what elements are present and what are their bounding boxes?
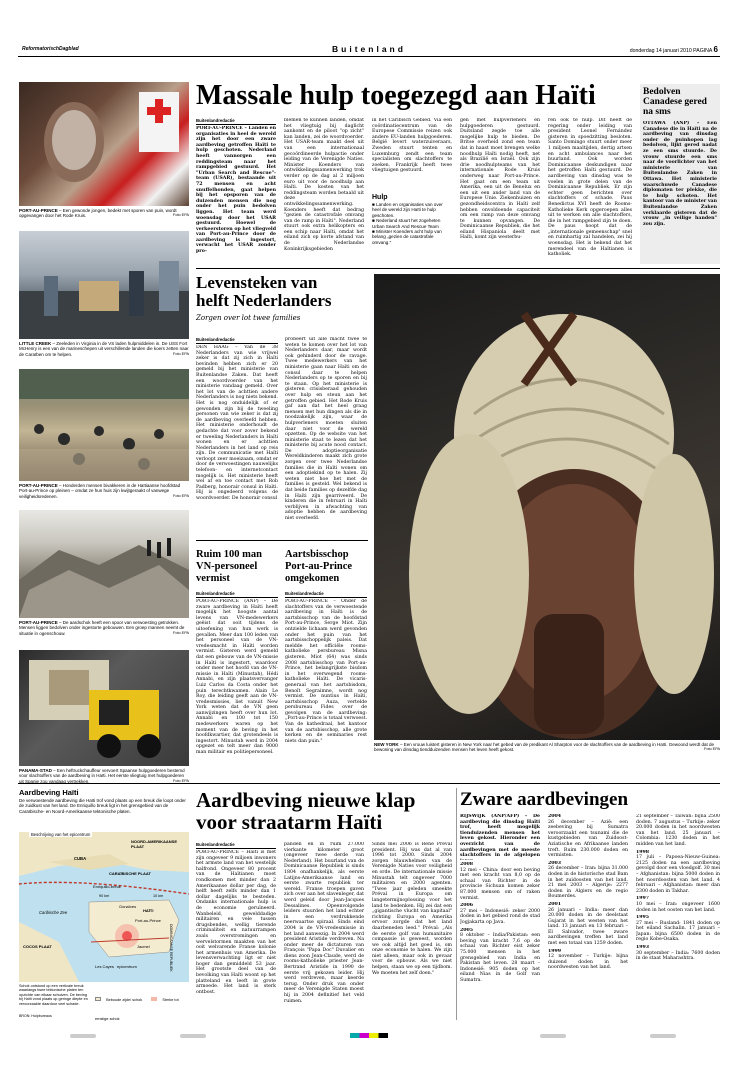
print-registration-mark <box>70 1034 96 1038</box>
photo-illustration <box>19 650 189 766</box>
photo-illustration <box>19 369 189 481</box>
map-title: Aardbeving Haïti <box>19 788 79 797</box>
map-label: COCOS PLAAT <box>23 944 52 949</box>
map-note: Schok ontstond op een verticale breuk waarlangs twee tektonische platen ten opzichte van elkaar schuiven. De beving bij Haïti vond plaats op geringe diepte en veroorzaakte daardoor veel schade. <box>19 984 88 1006</box>
sidebar-canadese <box>640 84 720 264</box>
section-divider <box>18 783 720 784</box>
photo-credit: Foto EPA <box>173 351 189 356</box>
zware-entry: 2003 26 december – Iran: bijna 31.000 doden in de historische stad Bam in het zuidoosten van het land. 21 mei 2003 – Algerije: 2277 doden in Algiers en de regio Boumerdes. <box>548 860 628 900</box>
map-box <box>19 788 189 1020</box>
map-description: De verwoestende aardbeving die Haïti trof vond plaats op een breuk die loopt onder de zuidkust van het land. De Enriquillo breuk ligt in het grensgebied van de Caraïbische- en Noord-Amerikaanse tektonische platen. <box>19 798 186 814</box>
map-label: DOMINICAANSE REPUBLIEK <box>169 924 173 972</box>
zware-entry: 1995 27 mei – Rusland: 1841 doden op het eiland Sachalin. 17 januari – Japan: bijna 6500 doden in de regio Kobe-Osaka. <box>636 915 720 943</box>
map-label: Les Cayes <box>95 964 114 969</box>
sidebar-headline: Bedolven Canadese gered na sms <box>643 87 707 117</box>
vn-headline: Ruim 100 man <box>196 549 262 560</box>
photo-caption <box>374 742 720 753</box>
bottom-headline: Aardbeving nieuwe klap <box>196 788 416 812</box>
zware-entry: 2004 26 december – Azië: een zeebeving bij Sumatra veroorzaakt een tsunami die de kustgebieden van Zuidoost-Aziatische en Afrikaanse landen treft. Ruim 230.000 doden en vermisten. <box>548 814 628 859</box>
map-label: Enriquillo-breuk <box>93 884 121 889</box>
photo-navy-loading <box>19 231 189 339</box>
photo-credit: Foto EPA <box>704 747 720 752</box>
photo-credit: Foto EPA <box>173 778 189 783</box>
photo-camp-crowd <box>19 369 189 481</box>
map-label: Gonaïves <box>119 904 137 909</box>
print-registration-mark <box>180 1034 206 1038</box>
zware-entry: 2008 12 mei – China: door een beving met een kracht van 8,0 op de schaal van Richter in de provincie Sichuan komen zeker 87.000 mensen om of raken vermist. <box>460 862 540 901</box>
photo-illustration <box>19 231 189 339</box>
photo-illustration <box>19 510 189 618</box>
photo-credit: Foto EPA <box>173 630 189 635</box>
legend-label: Beboude zijde/ schok <box>106 998 143 1002</box>
section-divider <box>196 268 720 269</box>
map-label: NOORD-AMERIKAANSE PLAAT <box>131 839 177 849</box>
article-column: panden en in ruim 27.000 vierkante kilometer groot (ongeveer twee derde van Nederland). Het buurland van de Dominicaanse Republiek is sinds 1804 onafhankelijk, als eerste Latijns-Amerikaanse land en eerste zwarte republiek ter wereld. Franse troepen gaven zich over aan het slavenleger, dat werd geleid door Jean-Jacques Dessalines. Opeenvolgende leiders stuurden het land echter in een verdrukkende neerwaartse spiraal. Sinds eind 2004 is de VN-vredesmissie in het land aanwezig. In 2004 werd president Aristide verdreven. Na onder meer de dictaturen van François "Papa Doc" Duvalier en diens zoon Jean-Claude, werd de rooms-katholieke priester Jean-Bertrand Aristide in 1990 de eerste vrij gekozen leider. Hij werd verdreven, maar keerde terug. Onder druk van onder meer de Verenigde Staten moest hij in 2004 definitief het veld ruimen. <box>284 842 364 1004</box>
page-date <box>630 45 718 54</box>
zware-list-col1 <box>460 862 540 983</box>
caption-text: – Honderden mensen bivakkeren in de Haïtiaanse hoofdstad Port-au-Prince op pleinen – omdat ze hun huis zijn kwijtgeraakt of vanwege veiligheidsredenen. <box>19 483 181 499</box>
article-column: Sinds mei 2006 is René Préval president. Hij was dat al van 1996 tot 2000. Sinds 2004 zorgen blauwhelmen van de Verenigde Naties voor veiligheid en orde. De internationale missie Minustah telt ongeveer 7000 militairen en 2000 agenten. "Twee jaar geleden smeekte Préval in Europa om langetermijnoplossing voor het land te bedenken. Hij zei dat een „gigantische vlucht van kapitaal" richting Europa en Amerika ervoor zorgde dat het land daarbeneden leed." Préval: „Als de eerste golf van humanitaire compassie is geweest, worden we ook altijd het goed is, om onze economie te halen. We zijn niet alleen, maar ook in gevaar voor de opbouw. Als we niet helpen, staan we op een tijdbom. We moeten het zelf doen." <box>372 842 452 976</box>
photo-caption <box>19 483 189 499</box>
map-label: Beschrijving van het epicentrum <box>31 832 91 837</box>
caption-text: – Een vrouw luistert gisteren in New York naar het gebed van de predikant Al Sharpton voor de slachtoffers van de aardbeving in Haïti. Gewoond werdt dat de bewoning van dinsdag tiendduizenden mensen het leven heeft gekost. <box>374 742 715 753</box>
map-svg <box>19 832 189 982</box>
second-headline: Levensteken van <box>196 273 318 292</box>
article-column: blemen te kunnen landen, omdat het vliegtuig bij daglicht aankomt en de piloot "op zicht" kan landen, zei de woordvoerder. Het USAR-team maakt deel uit van een internationaal gecoördineerde hulpactie onder leiding van de Verenigde Naties. Minister Koenders van ontwikkelingssamenwerking trok verder op de dag al 2 miljoen euro uit voor de noodhulp aan Haïti. De kosten van het reddingsteam worden betaald uit deze ontwikkelingssamenwerking. Koenders heeft dat bedrag "gezien de catastrofale omvang van de ramp in Haïti". Nederland stuurt ook extra helikopters en een schip naar Haïti, omdat het eiland zich op korte afstand van de Nederlandse Koninkrijksgebieden <box>284 118 364 252</box>
map-label: 10 km <box>153 894 164 898</box>
article-column: ren ook te hulp. Dit heeft de regering onder leiding van president Leonel Fernández gisteren in spoedzitting besloten. Santo Domingo stuurt onder meer 1 miljoen maaltijden, dertig artsen en acht ambulances naar het buurland. Ook worden Dominicaanse deskundigen naar het getroffen Haïti gestuurd. De aardbeving van dinsdag was te voelen in grote delen van de Dominicaanse Republiek. Er zijn echter geen berichten over slachtoffers of schade. Paus Benedictus XVI heeft de Rooms-Katholieke Kerk opgeroepen alles uit te werken om alle slachtoffers, die in het rampgebied zijn te doen. De paus hoopt dat de „internationale gemeenschap" snel en ruimhartig zal handelen, zei hij woensdag. Het is bekend dat het merendeel van de Haïtianen is katholiek. <box>548 118 632 258</box>
article-rubric: Buitenlandredactie <box>285 591 367 598</box>
zware-headline: Zware aardbevingen <box>460 789 629 810</box>
map-label: 90 km <box>99 894 110 898</box>
zware-entry: 1993 30 september – India: 7600 doden in de staat Maharashtra. <box>636 945 720 962</box>
zware-list-col2 <box>548 814 628 971</box>
sidebar-body: OTTAWA (ANP) – Een Canadese die in Haïti na de aardbeving van dinsdag onder de puinhopen lag bedolven, lijkt gered nadat ze een sms stuurde. De vrouw stuurde een sms naar de voorlichter van het ministerie van Buitenlandse Zaken in Ottawa. Het ministerie waarschuwde Canadese diplomaten ter plekke, die te hulp schoten. Het kantoor van de minister van Buitenlandse Zaken verklaarde gisteren dat de vrouw „in veilige handen" zou zijn. <box>643 121 717 227</box>
hulp-box-title: Hulp <box>372 194 388 201</box>
article-column: in het Caribisch Gebied. Via een coördinatiecentrum van de Europese Commissie reizen ook andere EU-landen hulpgoederen. België levert waterzuiveraars, Zweden stuurt tenten en Luxemburg zendt een team specialisten om slachtoffers te zoeken. Frankrijk heeft twee vliegtuigen gestuurd. <box>372 118 452 174</box>
caption-place: PORT-AU-PRINCE <box>19 208 58 213</box>
hulp-box <box>372 194 452 245</box>
map-label: Caribische Zee <box>39 910 68 915</box>
zware-entry: 21 september – Taiwan: bijna 2500 doden. 7 augustus – Turkije: zeker 20.000 doden in het noordwesten van het land. 25 januari – Colombia: 1230 doden in het midden van het land. <box>636 814 720 847</box>
caption-place: PORT-AU-PRINCE <box>19 620 58 625</box>
photo-rubble <box>19 510 189 618</box>
print-registration-mark <box>650 1034 676 1038</box>
article-column: PORT-AU-PRINCE – Haïti is met zijn ongeveer 9 miljoen inwoners het armste land van het westelijk halfrond. Ongeveer 80 procent van de Haïtianen moet rondkomen met minder dan 2 Amerikaanse dollar per dag, de helft heeft zelfs minder dan 1 dollar dagelijks te besteden. Ondanks internationale hulp is de economie geruïneerd. Wanbeleid, gewelddadige militairen en vele tussen drugsbendes, wellig tierende criminaliteit en natuurrampen zoals overstromingen en wervelstormen maakten van het ooit welvarende Franse kolonie het armenhuis van Amerika. De levensverwachting ligt er niet hoger dan gemiddeld 53 jaar. Het grootste deel van de bevolking van Haïti woont op het platteland en leeft in grote armoede. Het land is sterk ontbost. <box>196 850 276 995</box>
date-text: donderdag 14 januari 2010 PAGINA <box>629 48 713 54</box>
zware-entry: 2005 8 oktober – India/Pakistan: een beving van kracht 7,6 op de schaal van Richter eist zeker 75.000 mensen in het grensgebied van India en Pakistan het leven. 28 maart – Indonesië: 905 doden op het eiland Nias in de Golf van Sumatra. <box>460 927 540 983</box>
zware-entry: 1997 10 mei – Iran: ongeveer 1600 doden in het oosten van het land. <box>636 896 720 913</box>
article-column: DEN HAAG – Van de 38 Nederlanders van wie vrijwel zeker is dat zij zich in Haïti bevinden hebben zich er 20 gemeld bij het ministerie van Buitenlandse Zaken. Dat heeft een woordvoerder van het ministerie vandaag gemeld. Over het lot van de achttien andere Nederlanders is nog niets bekend. Het is nog onduidelijk of er gewonden zijn bij de tweeling personen van wie zeker is dat zij de aardbeving overleefd hebben. Het ministerie onderhoudt de gedachte dat voor zover bekend er tweeling Nederlanders in Haïti wonen en er achttien Nederlanders in het land op reis zijn. De communicatie met Haïti verloopt zeer moeizaam, omdat er door de verwoestingen nauwelijks telefoon- en internetcontact mogelijk is. Het ministerie heeft wel af en toe contact met Rob Padberg, honorair consul in Haïti. Hij is ongedeerd volgens de woordvoerder. De honorair consul <box>196 345 278 502</box>
column-divider <box>456 788 457 1020</box>
photo-wounded-boy <box>19 82 189 206</box>
aarts-headline: Aartsbisschop <box>285 549 349 560</box>
caption-text: – Zeeleden in Virginia in de VS laden hulpmiddelen in. De USS Fort McHenry is een van de marineschepen uit verschillende landen die koers zetten naar de Caraïben om te helpen. <box>19 341 189 357</box>
caption-place: PORT-AU-PRINCE <box>19 483 58 488</box>
map-label: Port-au-Prince <box>135 918 161 923</box>
map-label: HAÏTI <box>143 908 154 913</box>
photo-credit: Foto EPA <box>173 213 189 218</box>
main-headline: Massale hulp toegezegd aan Haïti <box>196 80 596 111</box>
legend-swatch <box>151 997 157 1001</box>
article-rubric: Buitenlandredactie <box>196 118 276 125</box>
map-graphic <box>19 832 189 982</box>
photo-illustration <box>374 274 720 740</box>
zware-entry: 1998 17 juli – Papoea-Nieuw-Guinea: 2125 doden na een aardbeving gevolgd door een vloedgolf. 30 mei – Afghanistan: bijna 5000 doden in het noordoosten van het land. 4 februari – Afghanistan: meer dan 2300 doden in Takhar. <box>636 849 720 894</box>
hulp-item: ■ Nederland stuurt het zogeheten Urban Search And Rescue Team <box>372 218 441 229</box>
page-number: 6 <box>713 45 718 54</box>
map-label: CUBA <box>74 856 87 861</box>
aarts-headline: Port-au-Prince <box>285 561 353 572</box>
caption-text: – De aardschok heeft een spoor van verwoesting getrokken. Mensen liggen bedolven onder ingestorte gebouwen. Een groep mannen neemt de situatie in ogenschouw. <box>19 620 185 636</box>
section-divider <box>196 540 368 541</box>
zware-list-col3 <box>636 814 720 962</box>
vn-headline: VN-personeel <box>196 561 258 572</box>
article-rubric: Buitenlandredactie <box>196 842 276 849</box>
zware-entry: 2001 26 januari – India: meer dan 20.000 doden in de deelstaat Gujarat in het westen van het land. 13 januari en 13 februari – El Salvador, twee zware aardbevingen treffen het land met een totaal van 1259 doden. <box>548 901 628 947</box>
caption-text: – Een heftruckchauffeur vervoert Spaanse hulpgoederen bestemd voor slachtoffers van de aardbeving in Haïti. Het eerste vliegtuig met hulpgoederen uit Spanje zou vandaag vertrekken. <box>19 768 185 784</box>
article-column: probeert uit alle macht twee te weten te komen over het lot van Nederlanders daar, maar wordt ook gehinderd door de ravage. Twee medewerkers van het ministerie gaan naar Haïti om de consul daar te helpen Nederlanders op te sporen en bij te staan. Op het ministerie is gisteren crisisberaad gehouden over hulp en steun aan het getroffen gebied. Het Rode Kruis gaf aan dat het heel graag mensen met hun dingen als die in noodzakelijk zijn, waar de hulpverleners moeten sluiten daar niet voor de wereld opzetten. Op de website van het ministerie staat te lezen dat het ministerie bij acute nood contact. De adoptieorganisatie Wereldkinderen maakt zich grote zorgen over twee Nederlandse families die in Haïti wonen om een adoptiekind op te halen. Zij weten niet hoe het met de families is gesteld. Wel bekend is dat beide families op dezelfde dag in Haïti zijn gearriveerd. De kinderen die in februari in Haïti verblijven in afwachting van adoptie hebben de aardbeving niet overleefd. <box>285 337 367 521</box>
print-registration-mark <box>540 1034 566 1038</box>
map-legend <box>95 986 189 1024</box>
masthead: ReformatorischDagblad <box>22 46 79 52</box>
caption-place: LITTLE CREEK <box>19 341 52 346</box>
second-subhead: Zorgen over lot twee families <box>196 314 301 322</box>
article-rubric: Buitenlandredactie <box>196 337 278 344</box>
caption-text: – Een gewonde jongen, bedekt met sporen van puin, wordt opgevangen door het Rode Kruis. <box>19 208 177 219</box>
legend-label: Sterke tot ernstige schok <box>95 998 179 1021</box>
photo-illustration <box>19 82 189 206</box>
photo-caption <box>19 208 189 219</box>
aarts-headline: omgekomen <box>285 573 340 584</box>
zware-intro: RIJSWIJK (ANP/AFP) – De aardbeving die dinsdag Haïti trof, heeft mogelijk tienduizenden mensen het leven gekost. Hieronder een overzicht van de aardbevingen met de meeste slachtoffers in de afgelopen <box>460 814 540 859</box>
header-rule <box>18 56 720 57</box>
zware-entry: 1999 12 november – Turkije: bijna duizend doden in het noordwesten van het land. <box>548 948 628 971</box>
zware-entry: 2006 27 mei – Indonesië: zeker 2000 doden in het gebied rond de stad Jogjakarta op Java. <box>460 903 540 925</box>
landmass-south <box>19 922 79 982</box>
hulp-item: ■ Landen en organisaties van over heel de wereld zijn Haïti te hulp geschoten. <box>372 202 443 218</box>
bottom-headline: voor straatarm Haïti <box>196 810 383 834</box>
photo-caption <box>19 341 189 357</box>
article-column: PORT-AU-PRINCE (ANP) – De zware aardbeving in Haïti heeft mogelijk het hoogste aantal levens van VN-medewerkers geëist dat ooit tijdens de uitoefening van hun werk is gevallen. Meer dan 100 leden van het personeel van de VN-vredesmacht in Haïti worden vermist. Gisteren werd gemeld dat een gebouw van de VN-missie in Haïti is ingestort, waardoor onder meer het hoofd van de VN-missie in Haïti (Minustah), Hédi Annabi, en zijn plaatsvervanger Luiz Carlos da Costa onder het puin terechtkwamen. Alain Le Roy, die leiding geeft aan de VN-vredesmissies, liet vanuit New York weten dat de VN geen aanwijzingen heeft over hun lot. Annabi en 100 tot 150 medewerkers waren op het moment van de beving in het hoofdkwartier, dat grotendeels is ingestort. Minustah werd in 2004 opgezet en telt meer dan 9000 man militair en politiepersoneel. <box>196 599 278 756</box>
photo-forklift <box>19 650 189 766</box>
photo-caption <box>19 620 189 636</box>
hulp-item: ■ Minister Koenders acht hulp van belang „gezien de catastrofale omvang." <box>372 229 442 245</box>
map-credit: BRON: Hulpbureaus <box>19 1014 52 1018</box>
map-label: Jacmel <box>137 944 150 949</box>
article-column: PORT-AU-PRINCE – Onder de slachtoffers van de verwoestende aardbeving in Haïti is de aartsbisschop van de hoofdstad Port-au-Prince, Serge Miot. Zijn ontzielde lichaam werd gevonden onder het puin van het aartsbisschoppelijk paleis. Dat meldde het officiële rooms-katholieke persbureau Misna gisteren. Miot (64) was sinds 2008 aartsbisschop van Port-au-Prince, het belangrijkste bisdom in het overwegend rooms-katholieke Haïti. De vicaris-generaal van het aartsbisdom, Benoît Segraimne, wordt nog vermist. De nuntius in Haïti, aartsbisschop Auza, vertelde persbureau Fides over de gevolgen van de aardbeving: „Port-au-Prince is totaal verwoest. Van de kathedraal, het kantoor van de aartsbisschop, alle grote kerken en de seminaries rest niets dan puin." <box>285 599 367 744</box>
caption-place: NEW YORK <box>374 742 399 747</box>
caption-place: PANAMA-STAD <box>19 768 52 773</box>
second-headline: helft Nederlanders <box>196 291 332 310</box>
color-bar <box>350 1033 388 1038</box>
photo-new-york-woman <box>374 274 720 740</box>
photo-credit: Foto EPA <box>173 493 189 498</box>
map-label: CARAÏBISCHE PLAAT <box>109 871 151 876</box>
map-label: epicentrum <box>117 964 137 969</box>
photo-caption <box>19 768 189 784</box>
article-rubric: Buitenlandredactie <box>196 591 278 598</box>
article-column: PORT-AU-PRINCE – Landen en organisaties in heel de wereld zijn het door een zware aardbeving getroffen Haïti te hulp geschoten. Nederland heeft vannorgen een reddingsteam naar het rampgebied gestuurd. Het "Urban Search and Rescue"-team (USAR), bestaande uit 72 mensen en acht snuffelhonden, gaat helpen bij het opsporen van de duizenden mensen die nog onder het puin bedolven liggen. Het team werd woensdag door het USAR gestuurd. Hoewel de verkeerstoren op het vliegveld van Port-au-Prince door de aardbeving is ingestort, verwacht het USAR zonder pro- <box>196 126 276 255</box>
section-title: Buitenland <box>332 44 406 54</box>
legend-swatch <box>95 997 101 1001</box>
vn-headline: vermist <box>196 573 230 584</box>
article-column: gen met hulpverleners en hulpgoederen gestuurd. Duitsland zegde toe alle mogelijke hulp te bieden. De Britse overheid zond een team dat in haast moet brengen welke noodhulp Haïti nodig heeft, net als Brazilië en Israël. Ook zijn drie noodhulpteams van het internationale Rode Kruis onderweg naar Port-au-Prince. Het gaat om een team uit Amerika, een uit de Benelux en een uit een ander land van de Europese Unie. Ziekenhuizen en gezondheidscentra in Haïti zelf hebben onvoldoende capaciteit om een ramp van deze omvang te kunnen opvangen. De Dominicaanse Republiek, die het eiland Hispaniola deelt met Haïti, komt zijn westerbu- <box>460 118 540 241</box>
